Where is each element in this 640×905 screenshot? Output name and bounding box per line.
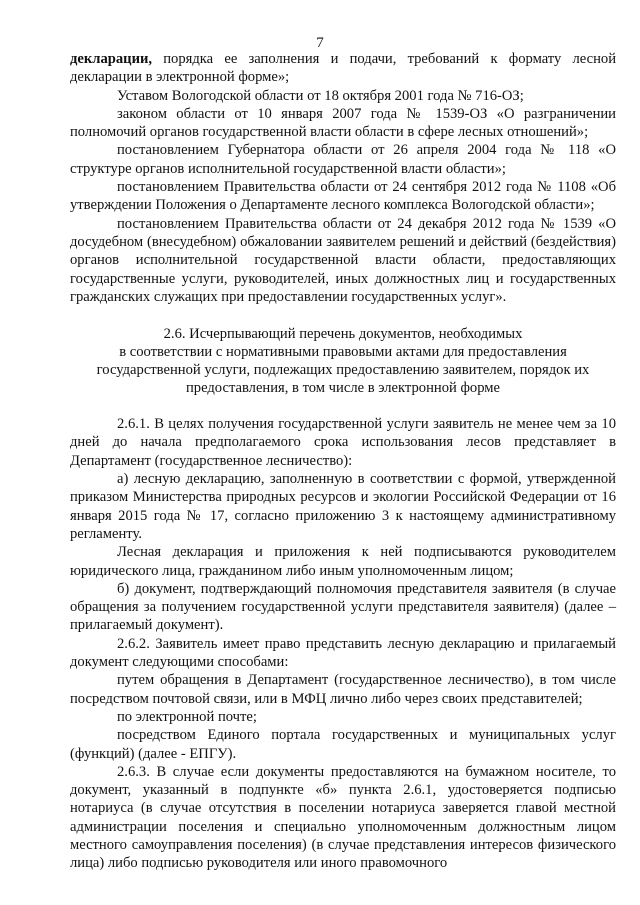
paragraph-text: порядка ее заполнения и подачи, требований к формату лесной декларации в электронной форме»; bbox=[70, 51, 616, 86]
paragraph: постановлением Правительства области от 24 декабря 2012 года № 1539 «О досудебном (внесудебном) обжаловании заявителем решений и действий (бездействия) органов исполнительной государственной власти области, предоставляющих государственные услуги, руководителей, иных должностных лиц и государственных гражданских служащих при предоставлении государственных услуг». bbox=[70, 215, 616, 305]
paragraph: а) лесную декларацию, заполненную в соответствии с формой, утвержденной приказом Министерства природных ресурсов и экологии Российской Федерации от 16 января 2015 года № 17, согласно приложению 3 к настоящему административному регламенту. bbox=[70, 471, 616, 542]
paragraph: по электронной почте; bbox=[117, 708, 257, 725]
paragraph: постановлением Губернатора области от 26 апреля 2004 года № 118 «О структуре органов исполнительной государственной власти области»; bbox=[70, 142, 616, 177]
section-heading bbox=[70, 325, 616, 397]
paragraph: путем обращения в Департамент (государственное лесничество), в том числе посредством почтовой связи, или в МФЦ лично либо через своих представителей; bbox=[70, 672, 616, 707]
heading-line: 2.6. Исчерпывающий перечень документов, необходимых bbox=[163, 326, 523, 343]
paragraph: 2.6.1. В целях получения государственной услуги заявитель не менее чем за 10 дней до начала предполагаемого срока использования лесов представляет в Департамент (государственное лесничество): bbox=[70, 416, 616, 469]
paragraph: Лесная декларация и приложения к ней подписываются руководителем юридического лица, гражданином либо иным уполномоченным лицом; bbox=[70, 544, 616, 579]
paragraph bbox=[70, 50, 616, 87]
paragraph: посредством Единого портала государственных и муниципальных услуг (функций) (далее - ЕПГУ). bbox=[70, 727, 616, 762]
heading-line: в соответствии с нормативными правовыми актами для предоставления bbox=[119, 344, 567, 361]
paragraph: б) документ, подтверждающий полномочия представителя заявителя (в случае обращения за получением государственной услуги представителя заявителя) (далее – прилагаемый документ). bbox=[70, 580, 616, 634]
paragraph: законом области от 10 января 2007 года № 1539-ОЗ «О разграничении полномочий органов государственной власти области в сфере лесных отношений»; bbox=[70, 105, 616, 141]
bold-word: декларации, bbox=[70, 51, 153, 67]
heading-line: государственной услуги, подлежащих предоставлению заявителем, порядок их bbox=[96, 362, 590, 379]
paragraph: 2.6.2. Заявитель имеет право представить лесную декларацию и прилагаемый документ следующими способами: bbox=[70, 635, 616, 671]
paragraph: Уставом Вологодской области от 18 октября 2001 года № 716-ОЗ; bbox=[117, 87, 524, 104]
paragraph: постановлением Правительства области от 24 сентября 2012 года № 1108 «Об утверждении Положения о Департаменте лесного комплекса Вологодской области»; bbox=[70, 179, 616, 214]
paragraph: 2.6.3. В случае если документы предоставляются на бумажном носителе, то документ, указанный в подпункте «б» пункта 2.6.1, удостоверяется подписью нотариуса (в случае отсутствия в поселении нотариуса заверяется главой местной администрации поселения и специально уполномоченным должностным лицом местного самоуправления поселения) (в случае представления интересов физического лица) либо подписью руководителя или иного правомочного bbox=[70, 763, 616, 872]
heading-line: предоставления, в том числе в электронной форме bbox=[185, 380, 500, 397]
page-number: 7 bbox=[316, 35, 324, 51]
document-body bbox=[70, 50, 616, 873]
